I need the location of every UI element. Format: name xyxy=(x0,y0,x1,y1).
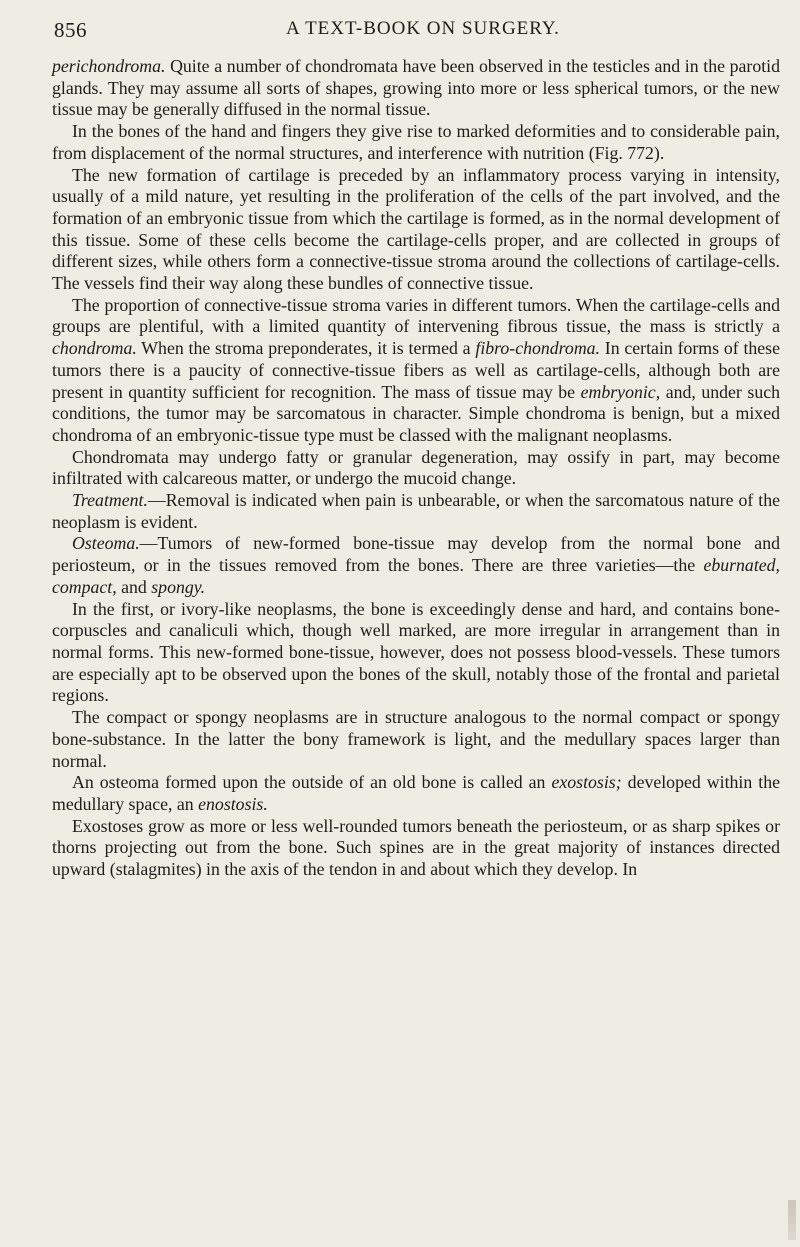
text-run: When the stroma preponderates, it is termed a xyxy=(136,338,476,359)
term-chondroma: chondroma. xyxy=(52,338,137,359)
text-run: Quite a number of chondromata have been observed in the testicles and in the parotid glands. They may assume all sorts of shapes, growing into more or less spherical tumors, or the new tissue may be generally diffused in the normal tissue. xyxy=(52,56,780,120)
text-run: The proportion of connective-tissue stroma varies in different tumors. When the cartilage-cells and groups are plentiful, with a limited quantity of intervening fibrous tissue, the mass is strictly a xyxy=(52,294,780,337)
text-run: In the bones of the hand and fingers they give rise to marked deformities and to considerable pain, from displacement of the normal structures, and interference with nutrition (Fig. 772). xyxy=(52,121,780,163)
text-run: The compact or spongy neoplasms are in structure analogous to the normal compact or spongy bone-substance. In the latter the bony framework is light, and the medullary spaces larger than normal. xyxy=(52,707,780,771)
paragraph-11 xyxy=(52,816,780,881)
text-run: and xyxy=(116,576,152,597)
heading-treatment: Treatment. xyxy=(72,490,148,511)
running-title: A TEXT-BOOK ON SURGERY. xyxy=(286,18,560,39)
paragraph-7 xyxy=(52,533,780,598)
term-compact: compact, xyxy=(52,576,117,597)
page-edge-shadow xyxy=(788,1200,796,1240)
text-run: —Tumors of new-formed bone-tissue may develop from the normal bone and periosteum, or in the tissues removed from the bones. There are three varieties—the xyxy=(52,533,780,576)
paragraph-10 xyxy=(52,772,780,815)
term-exostosis: exostosis; xyxy=(551,772,622,793)
text-run: In the first, or ivory-like neoplasms, the bone is exceedingly dense and hard, and contains bone-corpuscles and canaliculi which, though well marked, are more irregular in arrangement than in normal forms. This new-formed bone-tissue, however, does not possess blood-vessels. These tumors are especially apt to be observed upon the bones of the skull, notably those of the frontal and parietal regions. xyxy=(52,598,780,706)
page-header xyxy=(52,14,780,46)
text-run: developed within the medullary space, an xyxy=(52,772,780,814)
paragraph-4 xyxy=(52,295,780,447)
paragraph-9 xyxy=(52,707,780,772)
text-run: In certain forms of these tumors there is a paucity of connective-tissue fibers as well as cartilage-cells, although both are present in quantity sufficient for recognition. The mass of tissue may be xyxy=(52,338,780,402)
text-run: —Removal is indicated when pain is unbearable, or when the sarcomatous nature of the neoplasm is evident. xyxy=(52,490,780,532)
paragraph-8 xyxy=(52,599,780,708)
text-run: Exostoses grow as more or less well-rounded tumors beneath the periosteum, or as sharp spikes or thorns projecting out from the bone. Such spines are in the great majority of instances directed upward (stalagmites) in the axis of the tendon in and about which they develop. In xyxy=(52,815,780,880)
book-page xyxy=(52,14,780,881)
paragraph-3 xyxy=(52,165,780,295)
page-number: 856 xyxy=(54,18,87,42)
term-spongy: spongy. xyxy=(151,576,206,597)
paragraph-6 xyxy=(52,490,780,533)
text-run: and, under such conditions, the tumor may be sarcomatous in character. Simple chondroma is benign, but a mixed chondroma of an embryonic-tissue type must be classed with the malignant neoplasms. xyxy=(52,381,780,445)
text-run: An osteoma formed upon the outside of an old bone is called an xyxy=(72,772,552,793)
term-embryonic: embryonic, xyxy=(580,381,661,402)
term-enostosis: enostosis. xyxy=(198,793,268,814)
paragraph-2 xyxy=(52,121,780,164)
paragraph-1 xyxy=(52,56,780,121)
term-eburnated: eburnated, xyxy=(703,555,780,576)
text-run: Chondromata may undergo fatty or granular degeneration, may ossify in part, may become infiltrated with calcareous matter, or undergo the mucoid change. xyxy=(52,446,780,489)
paragraph-5 xyxy=(52,447,780,490)
term-perichondroma: perichondroma. xyxy=(52,56,166,76)
term-fibro-chondroma: fibro-chondroma. xyxy=(475,338,600,359)
text-run: The new formation of cartilage is preceded by an inflammatory process varying in intensity, usually of a mild nature, yet resulting in the proliferation of the cells of the part involved, and the formation of an embryonic tissue from which the cartilage is formed, as in the normal development of this tissue. Some of these cells become the cartilage-cells proper, and are collected in groups of different sizes, while others form a connective-tissue stroma around the collections of cartilage-cells. The vessels find their way along these bundles of connective tissue. xyxy=(52,164,780,294)
heading-osteoma: Osteoma. xyxy=(72,533,140,554)
body-text xyxy=(52,56,780,881)
